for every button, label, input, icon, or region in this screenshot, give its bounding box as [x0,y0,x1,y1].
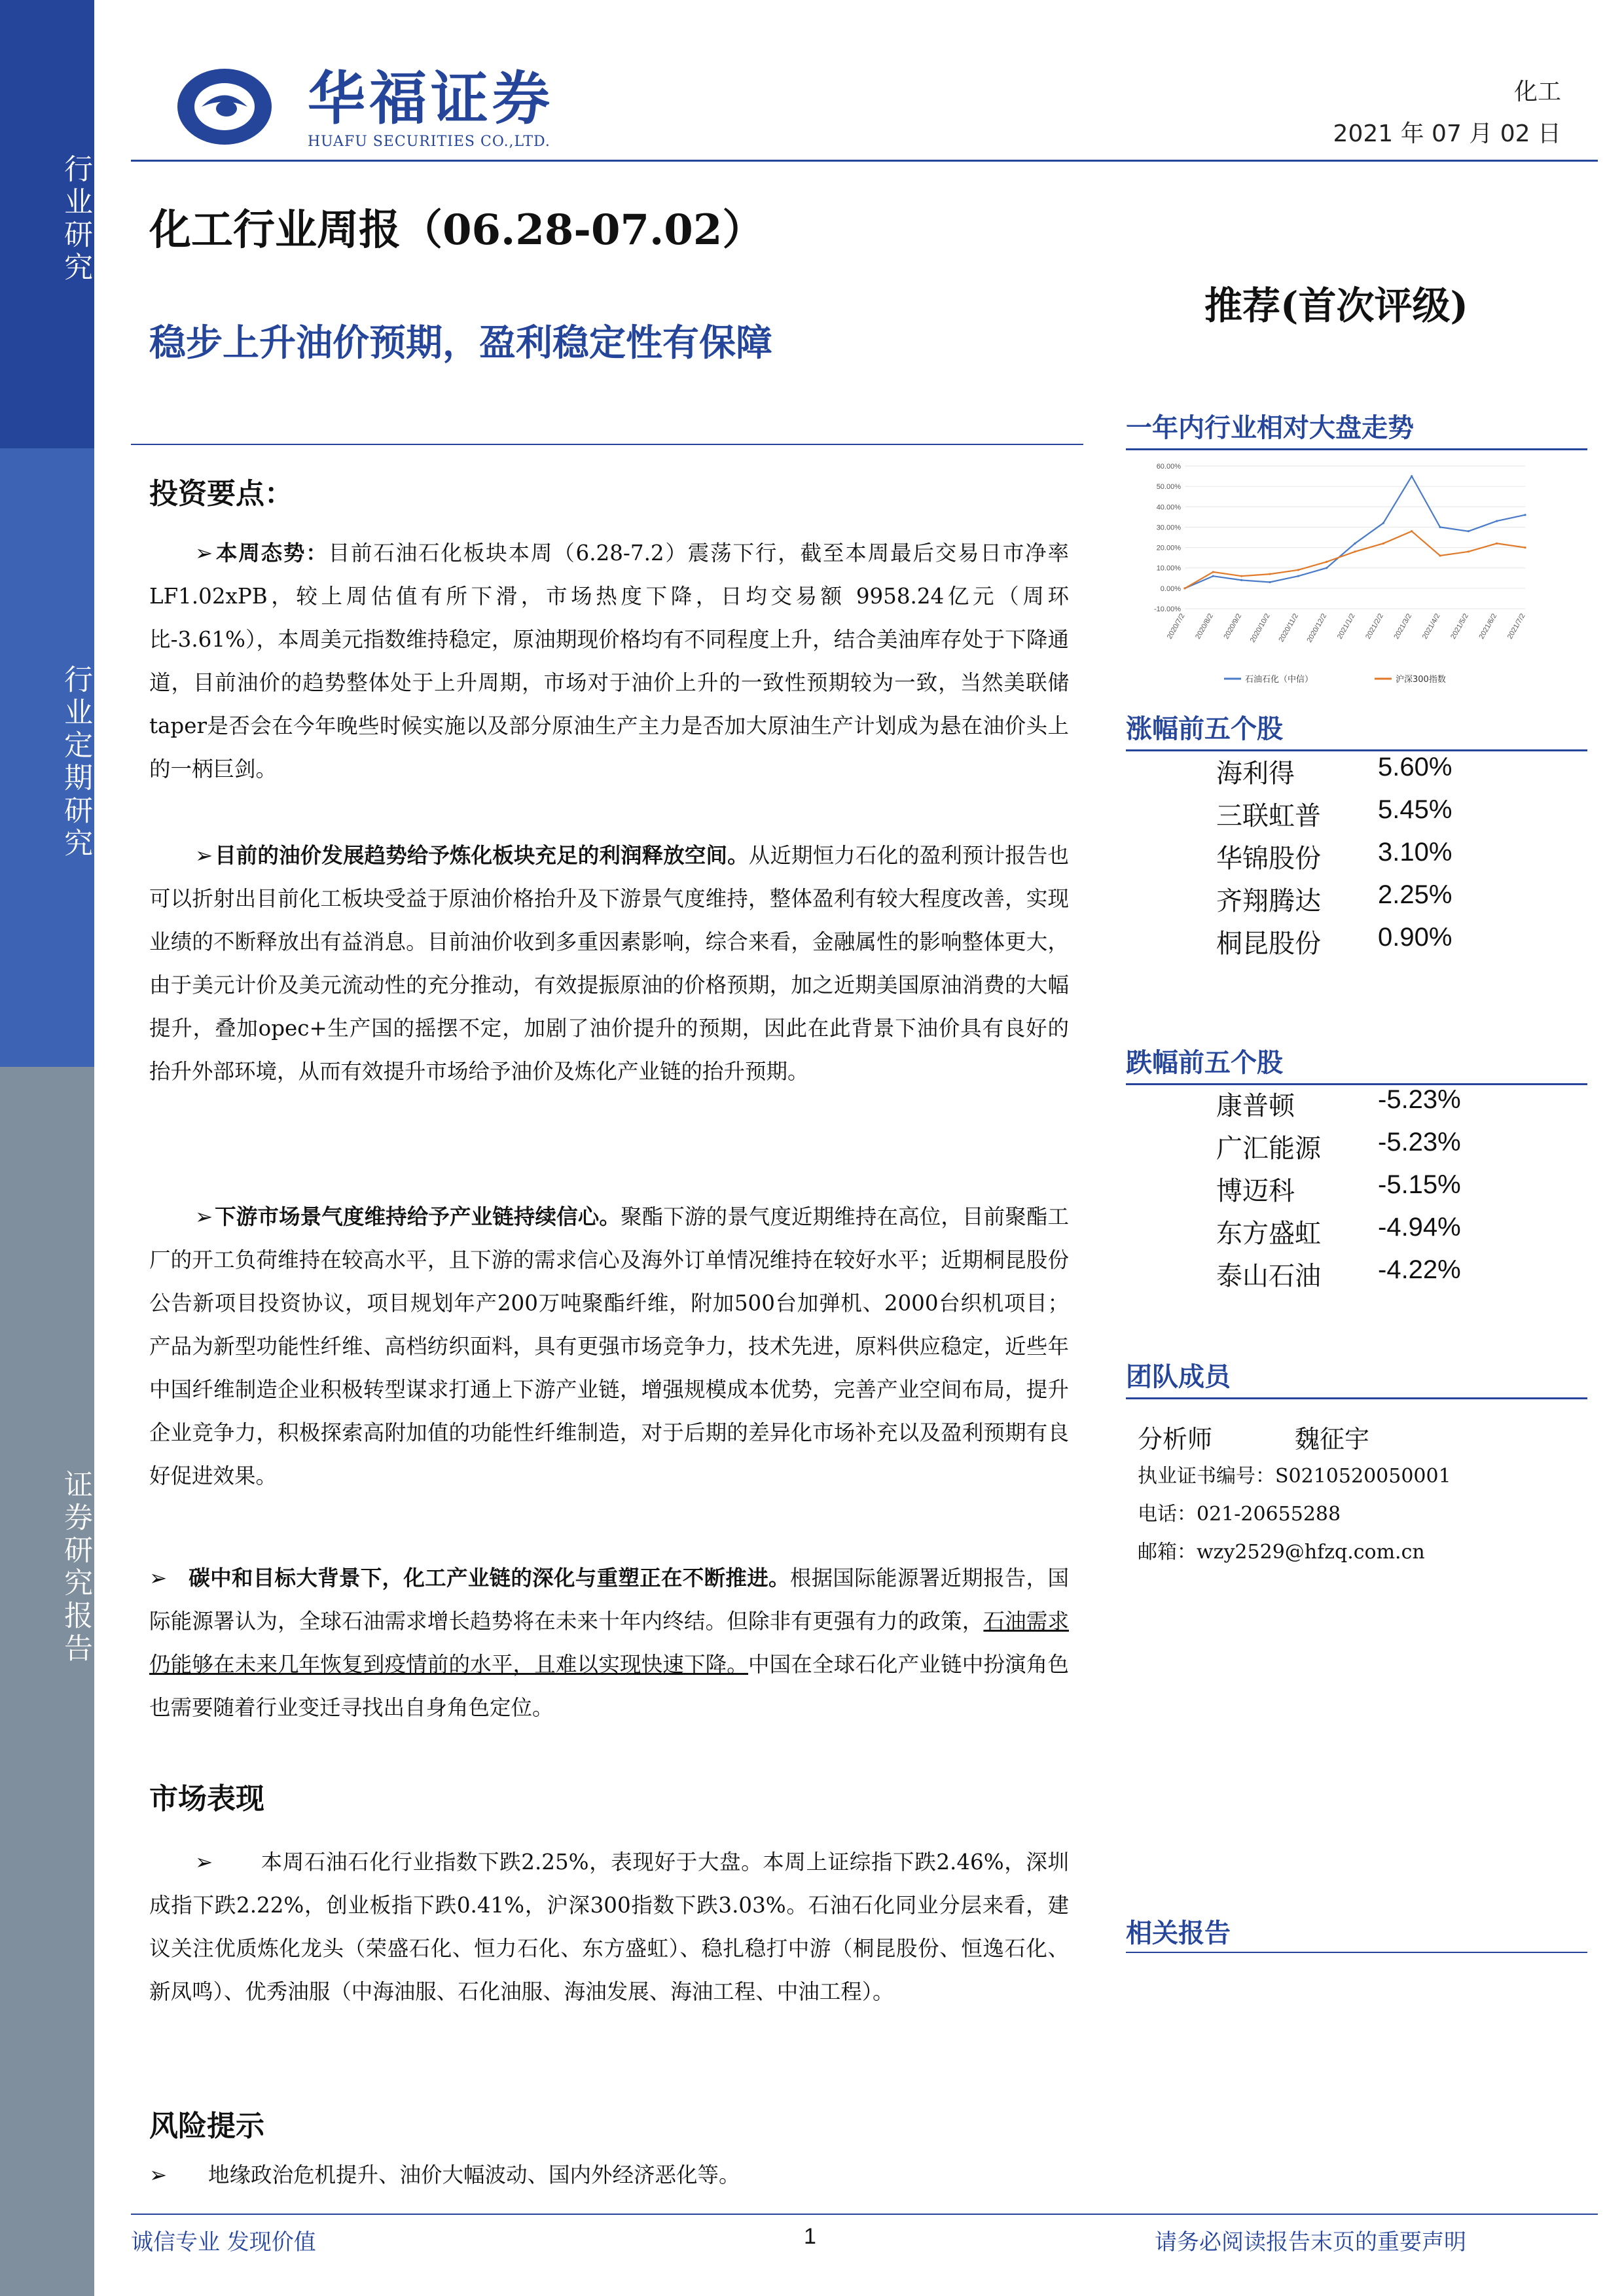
report-date: 2021 年 07 月 02 日 [1333,120,1561,147]
industry-label: 化工 [1513,79,1561,105]
gainers-stock-change: 0.90% [1378,923,1453,952]
paragraph-body: 目前石油石化板块本周（6.28-7.2）震荡下行，截至本周最后交易日市净率LF1.02xPB，较上周估值有所下滑，市场热度下降，日均交易额 9958.24亿元（周环比-3.61%），本周美元指数维持稳定，原油期现价格均有不同程度上升，结合美油库存处于下降通道，目前油价的趋势整体处于上升周期，市场对于油价上升的一致性预期较为一致，当然美联储taper是否会在今年晚些时候实施以及部分原油生产主力是否加大原油生产计划成为悬在油价头上的一柄巨剑。 [149,541,1069,781]
gainers-stock-name: 三联虹普 [1216,801,1321,831]
gainers-stock-change: 2.25% [1378,880,1453,909]
series-point [1212,575,1214,577]
series-point [1411,530,1413,532]
series-point [1183,587,1185,589]
series-point [1468,530,1470,532]
series-point [1524,547,1526,548]
risk-heading: 风险提示 [149,2109,264,2143]
huafu-logo-icon [175,64,274,149]
trend-chart [1126,452,1538,694]
series-point [1496,520,1498,522]
footer-disclaimer: 请务必阅读报告末页的重要声明 [1155,2229,1466,2255]
series-point [1354,543,1356,545]
x-tick-label: 2021/6/2 [1477,612,1499,641]
gainers-stock-change: 5.60% [1378,753,1453,781]
y-tick-label: 0.00% [1160,584,1181,593]
paragraph-market-performance [149,1840,1069,2013]
x-tick-label: 2020/11/2 [1277,612,1300,644]
gainers-stock-change: 5.45% [1378,795,1453,824]
x-tick-label: 2021/5/2 [1449,612,1470,641]
paragraph-body: 从近期恒力石化的盈利预计报告也可以折射出目前化工板块受益于原油价格抬升及下游景气度维持，整体盈利有较大程度改善，实现业绩的不断释放出有益消息。目前油价收到多重因素影响，综合来看，金融属性的影响整体更大，由于美元计价及美元流动性的充分推动，有效提振原油的价格预期，加之近期美国原油消费的大幅提升，叠加opec+生产国的摇摆不定，加剧了油价提升的预期，因此在此背景下油价具有良好的抬升外部环境，从而有效提升市场给予油价及炼化产业链的抬升预期。 [149,843,1069,1084]
losers-heading: 跌幅前五个股 [1126,1042,1587,1085]
paragraph-body-end: 中国在全球石化产业链中扮演角色也需要随着行业变迁寻找出自身角色定位。 [149,1652,1069,1720]
losers-stock-change: -5.15% [1378,1170,1461,1199]
y-tick-label: 60.00% [1156,463,1181,471]
rating-badge: 推荐(首次评级) [1204,283,1468,328]
y-tick-label: -10.00% [1154,605,1181,613]
series-point [1240,575,1242,577]
x-tick-label: 2021/3/2 [1392,612,1414,641]
gainers-heading: 涨幅前五个股 [1126,708,1587,751]
losers-stock-change: -5.23% [1378,1085,1461,1114]
series-point [1326,567,1327,569]
analyst-email[interactable]: 邮箱：wzy2529@hfzq.com.cn [1138,1541,1425,1564]
paragraph-body: 根据国际能源署近期报告，国际能源署认为，全球石油需求增长趋势将在未来十年内终结。但除非有更强有力的政策， [149,1566,1069,1634]
team-heading: 团队成员 [1126,1356,1587,1399]
series-point [1326,561,1327,563]
paragraph-lead: 碳中和目标大背景下，化工产业链的深化与重塑正在不断推进。 [189,1565,790,1590]
paragraph-body: 聚酯下游的景气度近期维持在高位，目前聚酯工厂的开工负荷维持在较高水平，且下游的需求信心及海外订单情况维持在较好水平；近期桐昆股份公告新项目投资协议，项目规划年产200万吨聚酯纤维，附加500台加弹机、2000台织机项目；产品为新型功能性纤维、高档纺织面料，具有更强市场竞争力，技术先进，原料供应稳定，近些年中国纤维制造企业积极转型谋求打通上下游产业链，增强规模成本优势，完善产业空间布局，提升企业竞争力，积极探索高附加值的功能性纤维制造，对于后期的差异化市场补充以及盈利预期有良好促进效果。 [149,1204,1069,1488]
x-tick-label: 2020/12/2 [1305,612,1329,644]
x-tick-label: 2020/7/2 [1165,612,1187,641]
y-tick-label: 20.00% [1156,544,1181,552]
analyst-name: 魏征宇 [1295,1425,1370,1454]
side-label-periodic-research: 行业定期研究 [59,664,92,861]
series-point [1240,579,1242,581]
x-tick-label: 2021/4/2 [1420,612,1442,641]
report-subtitle: 稳步上升油价预期，盈利稳定性有保障 [149,321,772,365]
series-point [1411,475,1413,477]
series-point [1439,526,1441,528]
x-tick-label: 2021/2/2 [1364,612,1385,641]
gainers-stock-name: 华锦股份 [1216,844,1321,874]
paragraph-body: 本周石油石化行业指数下跌2.25%，表现好于大盘。本周上证综指下跌2.46%，深圳成指下跌2.22%，创业板指下跌0.41%，沪深300指数下跌3.03%。石油石化同业分层来看，建议关注优质炼化龙头（荣盛石化、恒力石化、东方盛虹）、稳扎稳打中游（桐昆股份、恒逸石化、新凤鸣）、优秀油服（中海油服、石化油服、海油发展、海油工程、中油工程）。 [149,1850,1069,2004]
series-point [1297,575,1299,577]
series-point [1468,550,1470,552]
x-tick-label: 2020/10/2 [1248,612,1272,644]
related-reports-heading: 相关报告 [1126,1918,1231,1948]
series-point [1382,522,1384,524]
losers-stock-name: 泰山石油 [1216,1261,1321,1291]
footer-divider [131,2214,1598,2215]
y-tick-label: 50.00% [1156,483,1181,492]
losers-stock-name: 康普顿 [1216,1091,1295,1121]
legend-label: 石油石化（中信） [1245,675,1314,685]
logo-english-name: HUAFU SECURITIES CO.,LTD. [308,134,550,150]
series-point [1354,550,1356,552]
x-tick-label: 2020/9/2 [1222,612,1244,641]
series-point [1524,514,1526,516]
paragraph-downstream-market [149,1195,1069,1498]
header-divider [131,160,1598,162]
arrow-bullet-icon: ➢ [195,843,213,868]
certificate-number: 执业证书编号：S0210520050001 [1138,1465,1451,1488]
side-label-securities-report: 证券研究报告 [59,1469,92,1666]
series-point [1439,554,1441,556]
related-divider [1126,1952,1587,1953]
losers-stock-change: -4.22% [1378,1255,1461,1284]
gainers-stock-name: 海利得 [1216,759,1295,789]
arrow-bullet-icon: ➢ [195,541,213,565]
underlined-statement: 石油需求仍能够在未来几年恢复到疫情前的水平，且难以实现快速下降。 [149,1609,1069,1677]
losers-stock-name: 广汇能源 [1216,1134,1321,1164]
losers-stock-change: -4.94% [1378,1213,1461,1242]
content-divider [131,444,1083,445]
losers-stock-name: 东方盛虹 [1216,1219,1321,1249]
y-tick-label: 40.00% [1156,503,1181,512]
investment-heading: 投资要点： [149,477,293,511]
paragraph-carbon-neutral [149,1556,1069,1729]
arrow-bullet-icon: ➢ [195,1204,213,1229]
gainers-stock-name: 桐昆股份 [1216,929,1321,959]
losers-stock-change: -5.23% [1378,1128,1461,1157]
side-label-industry-research: 行业研究 [59,154,92,285]
x-tick-label: 2020/8/2 [1194,612,1215,641]
series-point [1269,581,1271,583]
series-point [1297,569,1299,571]
x-tick-label: 2021/7/2 [1506,612,1527,641]
x-tick-label: 2021/1/2 [1335,612,1357,641]
gainers-stock-name: 齐翔腾达 [1216,886,1321,916]
footer-slogan: 诚信专业 发现价值 [131,2229,316,2255]
paragraph-risk [149,2153,1069,2197]
series-point [1382,543,1384,545]
series-point [1496,543,1498,545]
analyst-phone: 电话：021-20655288 [1138,1503,1341,1526]
page-number: 1 [804,2224,816,2249]
y-tick-label: 10.00% [1156,564,1181,573]
report-title: 化工行业周报（06.28-07.02） [149,206,765,255]
gainers-stock-change: 3.10% [1378,838,1453,867]
paragraph-lead: 目前的油价发展趋势给予炼化板块充足的利润释放空间。 [215,842,749,868]
market-heading: 市场表现 [149,1782,264,1816]
paragraph-weekly-trend [149,531,1069,791]
arrow-bullet-icon: ➢ [149,1566,168,1590]
analyst-label: 分析师 [1138,1425,1213,1454]
side-band-bottom [0,1067,94,2296]
arrow-bullet-icon: ➢ [195,1850,213,1874]
logo-chinese-name: 华福证券 [308,64,554,132]
series-point [1212,571,1214,573]
arrow-bullet-icon: ➢ [149,2162,168,2187]
paragraph-oil-price-trend [149,834,1069,1093]
series-point [1269,573,1271,575]
paragraph-body: 地缘政治危机提升、油价大幅波动、国内外经济恶化等。 [208,2162,740,2187]
losers-stock-name: 博迈科 [1216,1176,1295,1206]
y-tick-label: 30.00% [1156,524,1181,532]
series-line-1 [1185,476,1525,588]
chart-heading: 一年内行业相对大盘走势 [1126,407,1587,450]
legend-label: 沪深300指数 [1396,675,1446,685]
paragraph-lead: 下游市场景气度维持给予产业链持续信心。 [215,1204,621,1229]
paragraph-lead: 本周态势： [215,540,329,565]
